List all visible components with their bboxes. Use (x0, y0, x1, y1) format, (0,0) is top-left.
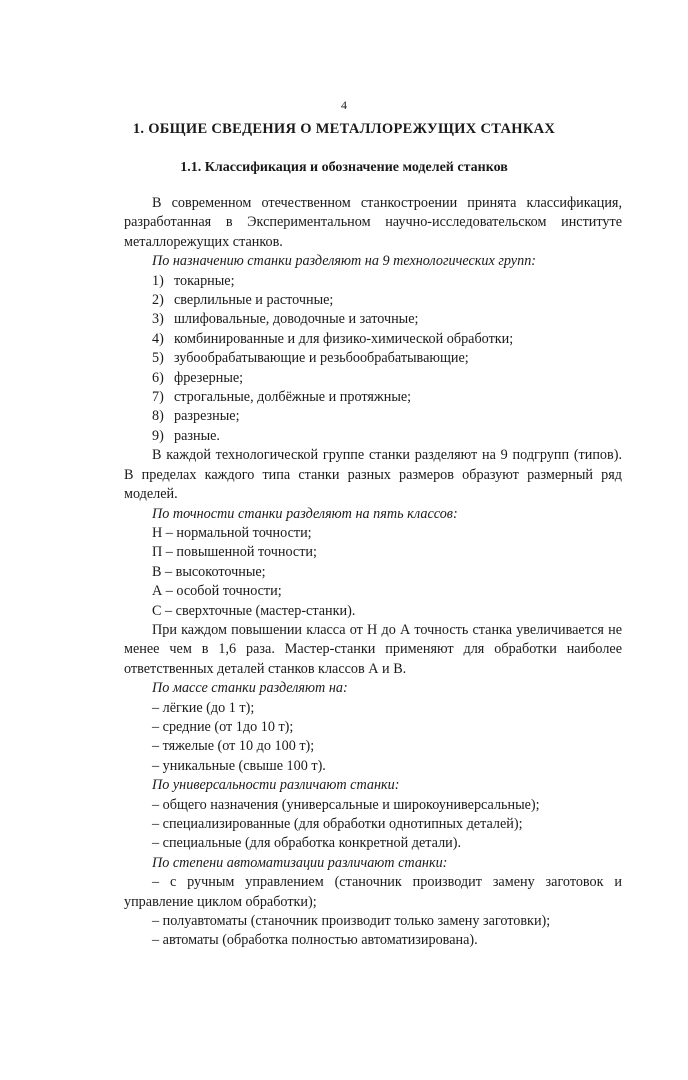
automation-lead: По степени автоматизации различают станки: (152, 854, 448, 871)
list-item: – средние (от 1до 10 т); (152, 718, 294, 735)
list-item: 7) строгальные, долбёжные и протяжные; (152, 389, 412, 406)
list-item: – специализированные (для обработки однотипных деталей); (152, 816, 523, 832)
accuracy-paragraph: При каждом повышении класса от Н до А точность станка увеличивается не менее чем в 1,6 раза. Мастер-станки применяют для обработки наиболее ответственных деталей станков классов А и В. (124, 621, 622, 677)
list-item: 5) зубообрабатывающие и резьбообрабатывающие; (152, 350, 469, 367)
list-item: – общего назначения (универсальные и широкоуниверсальные); (152, 796, 540, 813)
section-heading: 1.1. Классификация и обозначение моделей станков (180, 160, 508, 175)
list-item: С – сверхточные (мастер-станки). (152, 602, 356, 619)
list-item: А – особой точности; (152, 583, 282, 600)
list-item: – специальные (для обработка конкретной детали). (152, 835, 462, 852)
list-item: 2) сверлильные и расточные; (152, 292, 334, 309)
list-item: 8) разрезные; (152, 408, 240, 425)
groups-lead: По назначению станки разделяют на 9 технологических групп: (152, 253, 537, 270)
universality-list (124, 796, 622, 854)
accuracy-lead: По точности станки разделяют на пять классов: (152, 505, 458, 522)
automation-list (124, 873, 622, 951)
universality-lead: По универсальности различают станки: (152, 777, 400, 794)
list-item: П – повышенной точности; (152, 544, 317, 561)
list-item: 6) фрезерные; (152, 369, 244, 386)
list-item: – тяжелые (от 10 до 100 т); (152, 738, 315, 755)
subgroups-paragraph: В каждой технологической группе станки разделяют на 9 подгрупп (типов). В пределах каждого типа станки разных размеров образуют размерный ряд моделей. (124, 447, 622, 503)
body-text (124, 194, 622, 951)
list-item: В – высокоточные; (152, 563, 266, 580)
list-item: 3) шлифовальные, доводочные и заточные; (152, 311, 419, 328)
list-item: – лёгкие (до 1 т); (152, 699, 255, 716)
mass-list (124, 699, 622, 777)
page-number: 4 (341, 98, 347, 112)
list-item: – с ручным управлением (станочник производит замену заготовок и управление циклом обработки); (124, 874, 622, 910)
list-item: 4) комбинированные и для физико-химической обработки; (152, 330, 514, 347)
list-item: – автоматы (обработка полностью автоматизирована). (152, 932, 478, 949)
list-item: Н – нормальной точности; (152, 524, 312, 541)
groups-list (124, 272, 622, 447)
intro-paragraph: В современном отечественном станкостроении принята классификация, разработанная в Экспериментальном научно-исследовательском институте металлорежущих станков. (124, 195, 622, 250)
list-item: 1) токарные; (152, 272, 235, 289)
mass-lead: По массе станки разделяют на: (152, 680, 348, 697)
accuracy-list (124, 524, 622, 621)
list-item: – уникальные (свыше 100 т). (152, 757, 326, 774)
chapter-heading: 1. ОБЩИЕ СВЕДЕНИЯ О МЕТАЛЛОРЕЖУЩИХ СТАНКАХ (132, 121, 556, 137)
list-item: 9) разные. (152, 427, 220, 444)
list-item: – полуавтоматы (станочник производит только замену заготовки); (152, 913, 551, 930)
